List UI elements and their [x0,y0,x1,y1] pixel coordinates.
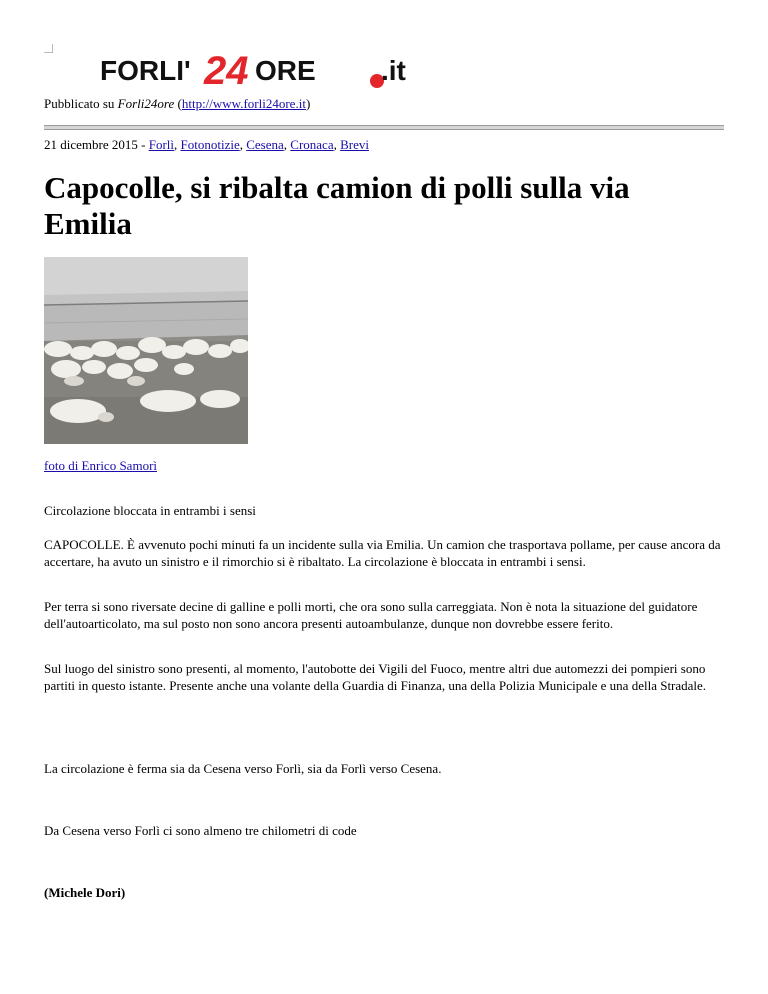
article-paragraph-5: Da Cesena verso Forlì ci sono almeno tre chilometri di code [44,823,357,838]
category-link-cronaca[interactable]: Cronaca [290,137,334,152]
logo-24-text: 24 [204,49,249,92]
article-meta: 21 dicembre 2015 - Forlì, Fotonotizie, Cesena, Cronaca, Brevi [44,137,369,152]
published-line [44,96,310,112]
article-subtitle: Circolazione bloccata in entrambi i sensi [44,503,256,518]
meta-separator: - [137,137,149,152]
article-paragraph-4: La circolazione è ferma sia da Cesena verso Forlì, sia da Forlì verso Cesena. [44,761,442,776]
article-author: (Michele Dori) [44,885,126,900]
article-title: Capocolle, si ribalta camion di polli sulla via Emilia [44,170,630,241]
category-link-cesena[interactable]: Cesena [246,137,284,152]
article-paragraph-1: CAPOCOLLE. È avvenuto pochi minuti fa un incidente sulla via Emilia. Un camion che trasportava pollame, per cause ancora da accertare, ha avuto un sinistro e il rimorchio si è ribaltato. La circolazione è bloccata in entrambi i sensi. [44,537,721,569]
published-site-name: Forli24ore [117,96,175,111]
article-photo [44,257,248,444]
category-link-brevi[interactable]: Brevi [340,137,369,152]
logo-tld-text: .it [381,55,406,86]
site-logo[interactable] [100,46,430,92]
photo-credit-link[interactable]: foto di Enrico Samorì [44,458,158,473]
header-divider [44,125,724,130]
logo-forli-text: FORLI' [100,55,191,86]
photo-credit [44,458,157,474]
published-open-paren: ( [174,96,182,111]
category-link-fotonotizie[interactable]: Fotonotizie [180,137,240,152]
corner-mark [44,44,53,53]
logo-ore-text: ORE [255,55,316,86]
published-close-paren: ) [305,96,311,111]
article-paragraph-3: Sul luogo del sinistro sono presenti, al momento, l'autobotte dei Vigili del Fuoco, mentre altri due automezzi dei pompieri sono partiti in questo istante. Presente anche una volante della Guardia di Finanza, una della Polizia Municipale e una della Stradale. [44,661,707,693]
article-date: 21 dicembre 2015 [44,137,138,152]
site-url-link[interactable]: http://www.forli24ore.it [181,96,306,111]
article-paragraph-2: Per terra si sono riversate decine di galline e polli morti, che ora sono sulla carreggiata. Non è nota la situazione del guidatore dell'autoarticolato, ma sul posto non sono ancora presenti autoambulanze, dunque non dovrebbe essere ferito. [44,599,698,631]
category-link-forli[interactable]: Forlì [148,137,175,152]
published-prefix: Pubblicato su [44,96,118,111]
